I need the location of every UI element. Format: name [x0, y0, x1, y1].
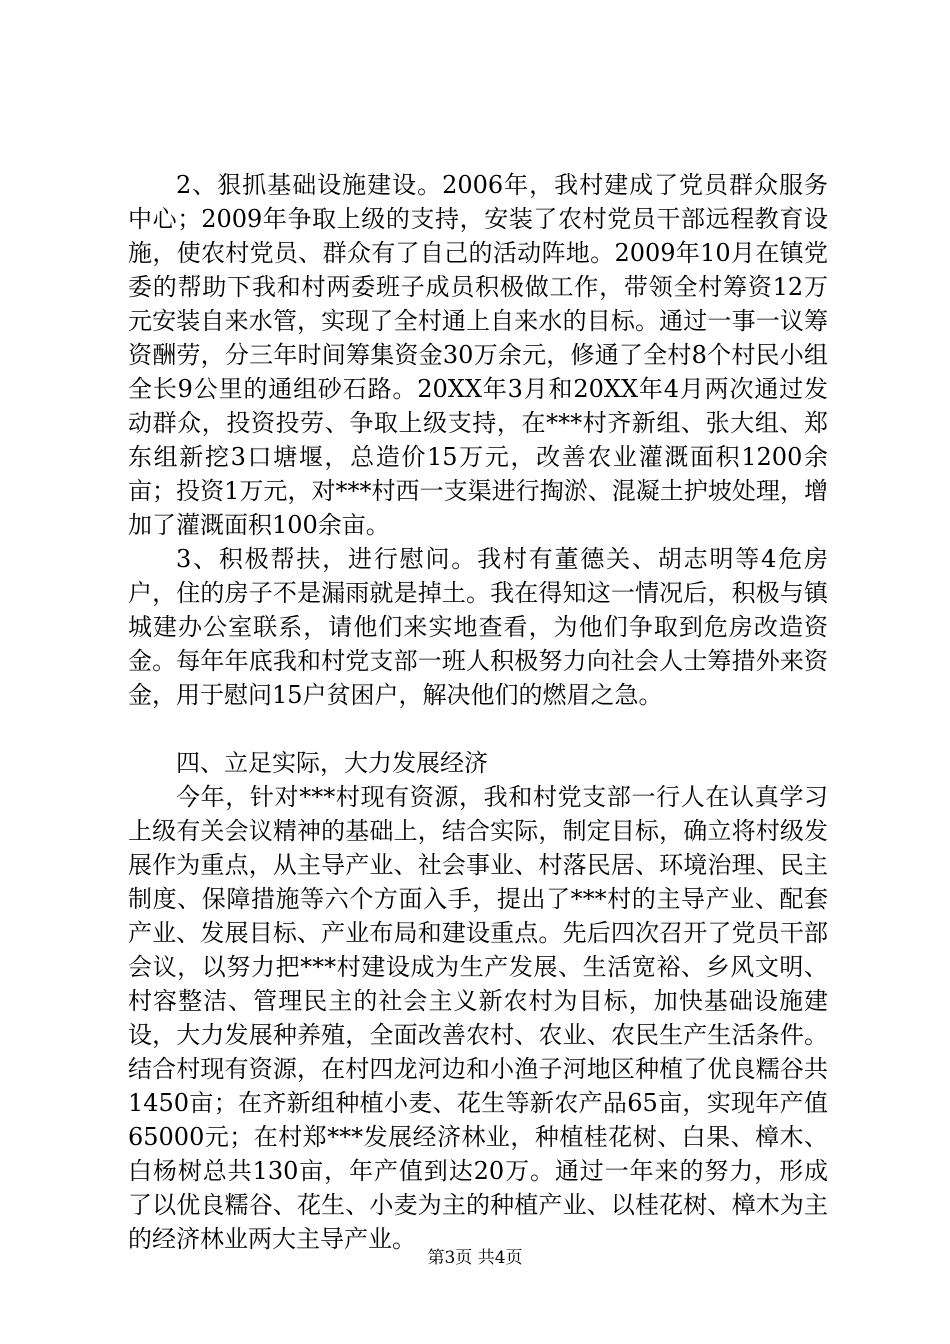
paragraph-assistance: 3、积极帮扶，进行慰问。我村有董德关、胡志明等4危房户，住的房子不是漏雨就是掉土。我在得知这一情况后，积极与镇城建办公室联系，请他们来实地查看，为他们争取到危房改造资金。每年年底我和村党支部一班人积极努力向社会人士筹措外来资金，用于慰问15户贫困户，解决他们的燃眉之急。: [128, 545, 828, 709]
paragraph-economy: 今年，针对***村现有资源，我和村党支部一行人在认真学习上级有关会议精神的基础上，结合实际，制定目标，确立将村级发展作为重点，从主导产业、社会事业、村落民居、环境治理、民主制度、保障措施等六个方面入手，提出了***村的主导产业、配套产业、发展目标、产业布局和建设重点。先后四次召开了党员干部会议，以努力把***村建设成为生产发展、生活宽裕、乡风文明、村容整洁、管理民主的社会主义新农村为目标，加快基础设施建设，大力发展种养殖，全面改善农村、农业、农民生产生活条件。结合村现有资源，在村四龙河边和小渔子河地区种植了优良糯谷共1450亩；在齐新组种植小麦、花生等新农产品65亩，实现年产值65000元；在村郑***发展经济林业，种植桂花树、白果、樟木、白杨树总共130亩，年产值到达20万。通过一年来的努力，形成了以优良糯谷、花生、小麦为主的种植产业、以桂花树、樟木为主的经济林业两大主导产业。: [128, 783, 828, 1253]
paragraph-spacer: [128, 712, 828, 746]
page-footer: 第3页 共4页: [427, 1248, 523, 1268]
paragraph-infrastructure: 2、狠抓基础设施建设。2006年，我村建成了党员群众服务中心；2009年争取上级的支持，安装了农村党员干部远程教育设施，使农村党员、群众有了自己的活动阵地。2009年10月在镇党委的帮助下我和村两委班子成员积极做工作，带领全村筹资12万元安装自来水管，实现了全村通上自来水的目标。通过一事一议筹资酬劳，分三年时间筹集资金30万余元，修通了全村8个村民小组全长9公里的通组砂石路。20XX年3月和20XX年4月两次通过发动群众，投资投劳、争取上级支持，在***村齐新组、张大组、郑东组新挖3口塘堰，总造价15万元，改善农业灌溉面积1200余亩；投资1万元，对***村西一支渠进行掏淤、混凝土护坡处理，增加了灌溉面积100余亩。: [128, 171, 828, 539]
document-body: [128, 168, 828, 1256]
section-heading: 四、立足实际，大力发展经济: [176, 749, 488, 777]
